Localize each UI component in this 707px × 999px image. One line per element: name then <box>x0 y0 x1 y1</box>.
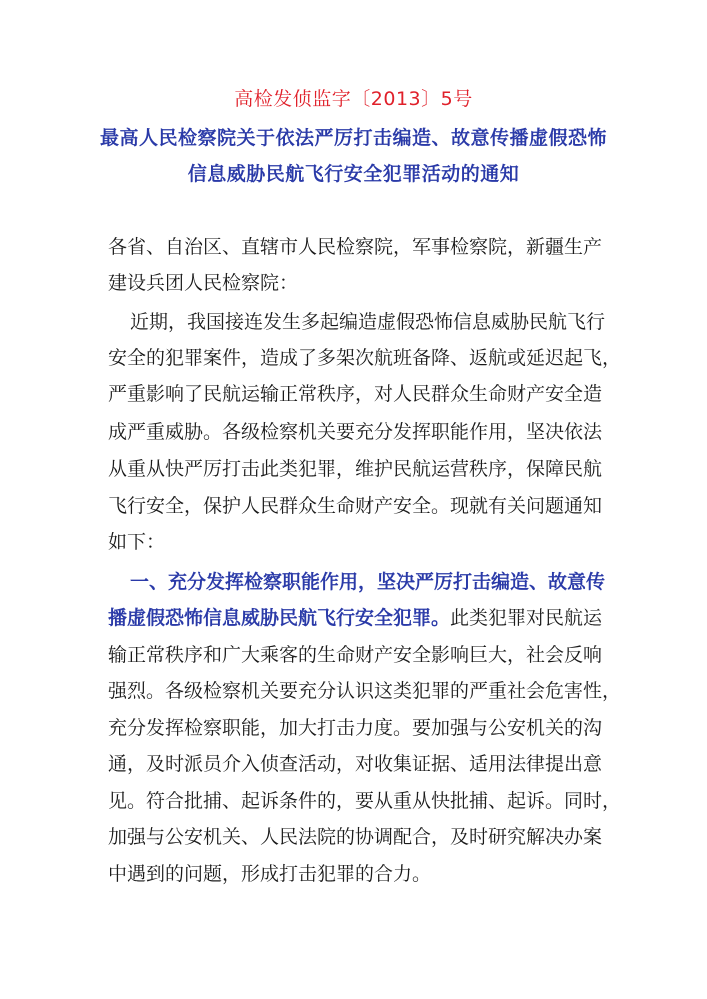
document-title-line-1: 最高人民检察院关于依法严厉打击编造、故意传播虚假恐怖 <box>99 127 607 149</box>
document-number: 高检发侦监字〔2013〕5号 <box>234 88 473 110</box>
addressee-line-2: 建设兵团人民检察院： <box>108 272 299 294</box>
section-1-heading-line-2-bold: 播虚假恐怖信息威胁民航飞行安全犯罪。 <box>108 607 451 629</box>
section-1-line: 中遇到的问题，形成打击犯罪的合力。 <box>108 863 432 885</box>
paragraph-1-line: 从重从快严厉打击此类犯罪，维护民航运营秩序，保障民航 <box>108 458 603 480</box>
addressee-line-1: 各省、自治区、直辖市人民检察院，军事检察院，新疆生产 <box>108 236 603 258</box>
paragraph-1-line: 安全的犯罪案件，造成了多架次航班备降、返航或延迟起飞， <box>108 347 622 369</box>
section-1-line: 输正常秩序和广大乘客的生命财产安全影响巨大，社会反响 <box>108 644 603 666</box>
document-title-line-2: 信息威胁民航飞行安全犯罪活动的通知 <box>187 163 520 185</box>
paragraph-1-line: 飞行安全，保护人民群众生命财产安全。现就有关问题通知 <box>108 495 603 517</box>
section-1-line: 通，及时派员介入侦查活动，对收集证据、适用法律提出意 <box>108 753 603 775</box>
section-1-line: 强烈。各级检察机关要充分认识这类犯罪的严重社会危害性， <box>108 680 622 702</box>
paragraph-1-line: 如下： <box>108 531 166 553</box>
paragraph-1-line: 严重影响了民航运输正常秩序，对人民群众生命财产安全造 <box>108 383 603 405</box>
section-1-heading-line-1: 一、充分发挥检察职能作用，坚决严厉打击编造、故意传 <box>130 571 606 593</box>
section-1-heading-line-2 <box>108 603 613 630</box>
paragraph-1-line: 成严重威胁。各级检察机关要充分发挥职能作用，坚决依法 <box>108 421 603 443</box>
section-1-line: 充分发挥检察职能，加大打击力度。要加强与公安机关的沟 <box>108 717 603 739</box>
section-1-heading-line-2-tail: 此类犯罪对民航运 <box>450 607 603 629</box>
section-1-line: 见。符合批捕、起诉条件的，要从重从快批捕、起诉。同时， <box>108 790 622 812</box>
section-1-line: 加强与公安机关、人民法院的协调配合，及时研究解决办案 <box>108 826 603 848</box>
paragraph-1-line: 近期，我国接连发生多起编造虚假恐怖信息威胁民航飞行 <box>130 311 606 333</box>
